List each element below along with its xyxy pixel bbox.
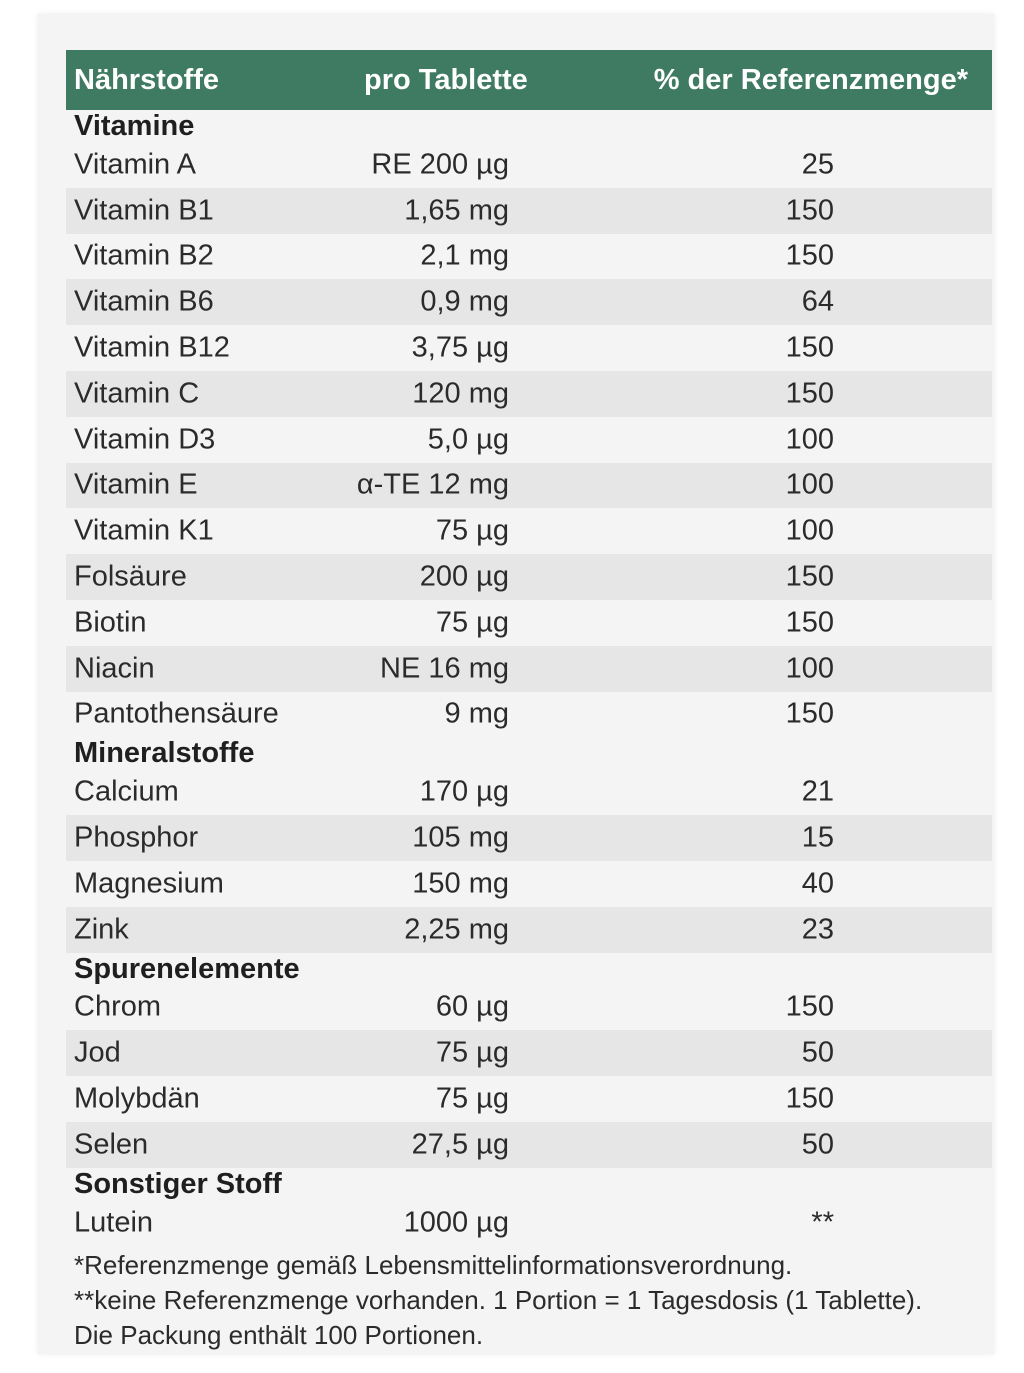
reference-percent: 150 — [785, 194, 834, 227]
amount-per-tablet: 75 µg — [435, 1036, 509, 1069]
table-row — [66, 1076, 992, 1122]
amount-per-tablet: α-TE 12 mg — [356, 468, 509, 501]
nutrient-name: Lutein — [74, 1206, 154, 1239]
reference-percent: 150 — [785, 1082, 834, 1115]
table-row — [66, 1122, 992, 1168]
amount-per-tablet: 200 µg — [419, 560, 509, 593]
table-body — [66, 110, 992, 1246]
footnote-no-reference: **keine Referenzmenge vorhanden. 1 Portion = 1 Tagesdosis (1 Tablette). — [74, 1284, 923, 1315]
nutrient-name: Vitamin D3 — [74, 423, 216, 456]
amount-per-tablet: 75 µg — [435, 606, 509, 639]
nutrient-name: Selen — [74, 1128, 149, 1161]
reference-percent: 150 — [785, 560, 834, 593]
table-row — [66, 371, 992, 417]
table-row — [66, 985, 992, 1031]
amount-per-tablet: 60 µg — [435, 990, 509, 1023]
nutrient-name: Vitamin B2 — [74, 239, 214, 272]
amount-per-tablet: 120 mg — [412, 377, 509, 410]
nutrient-name: Zink — [74, 913, 129, 946]
reference-percent: 64 — [801, 285, 834, 318]
section-title: Mineralstoffe — [74, 737, 255, 770]
table-row — [66, 142, 992, 188]
amount-per-tablet: 1,65 mg — [404, 194, 509, 227]
table-row — [66, 463, 992, 509]
reference-percent: 150 — [785, 990, 834, 1023]
nutrient-name: Vitamin C — [74, 377, 200, 410]
reference-percent: 21 — [801, 775, 834, 808]
nutrient-name: Vitamin E — [74, 468, 198, 501]
table-row — [66, 815, 992, 861]
section-title: Vitamine — [74, 110, 195, 142]
header-nutrients: Nährstoffe — [74, 64, 220, 96]
footnote-portions: Die Packung enthält 100 Portionen. — [74, 1319, 484, 1350]
table-row — [66, 554, 992, 600]
section-title: Sonstiger Stoff — [74, 1167, 282, 1200]
nutrient-name: Folsäure — [74, 560, 187, 593]
nutrient-name: Jod — [74, 1036, 121, 1069]
table-header — [66, 50, 992, 110]
table-row — [66, 1030, 992, 1076]
reference-percent: 150 — [785, 331, 834, 364]
table-row — [66, 861, 992, 907]
reference-percent: 100 — [785, 652, 834, 685]
header-per-tablet: pro Tablette — [364, 64, 528, 96]
amount-per-tablet: 0,9 mg — [420, 285, 509, 318]
amount-per-tablet: 5,0 µg — [427, 423, 509, 456]
table-row — [66, 769, 992, 815]
nutrient-name: Vitamin B12 — [74, 331, 230, 364]
table-row — [66, 417, 992, 463]
table-row — [66, 234, 992, 280]
amount-per-tablet: 75 µg — [435, 514, 509, 547]
table-row — [66, 508, 992, 554]
amount-per-tablet: 1000 µg — [403, 1206, 509, 1239]
reference-percent: 100 — [785, 468, 834, 501]
amount-per-tablet: 2,1 mg — [420, 239, 509, 272]
reference-percent: 23 — [801, 913, 834, 946]
table-row — [66, 907, 992, 953]
nutrition-table — [66, 50, 992, 1353]
nutrient-name: Pantothensäure — [74, 697, 279, 730]
reference-percent: 150 — [785, 377, 834, 410]
nutrient-name: Niacin — [74, 652, 155, 685]
amount-per-tablet: 170 µg — [419, 775, 509, 808]
reference-percent: 100 — [785, 423, 834, 456]
table-row — [66, 325, 992, 371]
nutrient-name: Magnesium — [74, 867, 224, 900]
table-row — [66, 646, 992, 692]
reference-percent: ** — [811, 1206, 834, 1239]
footnote-reference: *Referenzmenge gemäß Lebensmittelinformationsverordnung. — [74, 1249, 793, 1280]
table-row — [66, 692, 992, 738]
amount-per-tablet: 75 µg — [435, 1082, 509, 1115]
nutrient-name: Vitamin A — [74, 148, 196, 181]
nutrient-name: Biotin — [74, 606, 147, 639]
reference-percent: 100 — [785, 514, 834, 547]
amount-per-tablet: 2,25 mg — [404, 913, 509, 946]
nutrient-name: Vitamin B6 — [74, 285, 214, 318]
section-title: Spurenelemente — [74, 952, 300, 985]
table-row — [66, 279, 992, 325]
reference-percent: 50 — [801, 1036, 834, 1069]
reference-percent: 15 — [801, 821, 834, 854]
reference-percent: 150 — [785, 697, 834, 730]
table-row — [66, 188, 992, 234]
amount-per-tablet: 9 mg — [444, 697, 509, 730]
reference-percent: 150 — [785, 606, 834, 639]
amount-per-tablet: 27,5 µg — [411, 1128, 509, 1161]
header-reference-percent: % der Referenzmenge* — [653, 64, 968, 96]
amount-per-tablet: 3,75 µg — [411, 331, 509, 364]
nutrient-name: Chrom — [74, 990, 162, 1023]
table-row — [66, 1200, 992, 1246]
nutrient-name: Phosphor — [74, 821, 199, 854]
nutrient-name: Molybdän — [74, 1082, 200, 1115]
amount-per-tablet: NE 16 mg — [380, 652, 509, 685]
table-row — [66, 600, 992, 646]
amount-per-tablet: RE 200 µg — [371, 148, 509, 181]
nutrient-name: Vitamin K1 — [74, 514, 214, 547]
footnotes — [66, 1248, 992, 1353]
amount-per-tablet: 105 mg — [412, 821, 509, 854]
reference-percent: 40 — [801, 867, 834, 900]
reference-percent: 150 — [785, 239, 834, 272]
nutrient-name: Vitamin B1 — [74, 194, 214, 227]
reference-percent: 25 — [801, 148, 834, 181]
amount-per-tablet: 150 mg — [412, 867, 509, 900]
reference-percent: 50 — [801, 1128, 834, 1161]
nutrient-name: Calcium — [74, 775, 179, 808]
